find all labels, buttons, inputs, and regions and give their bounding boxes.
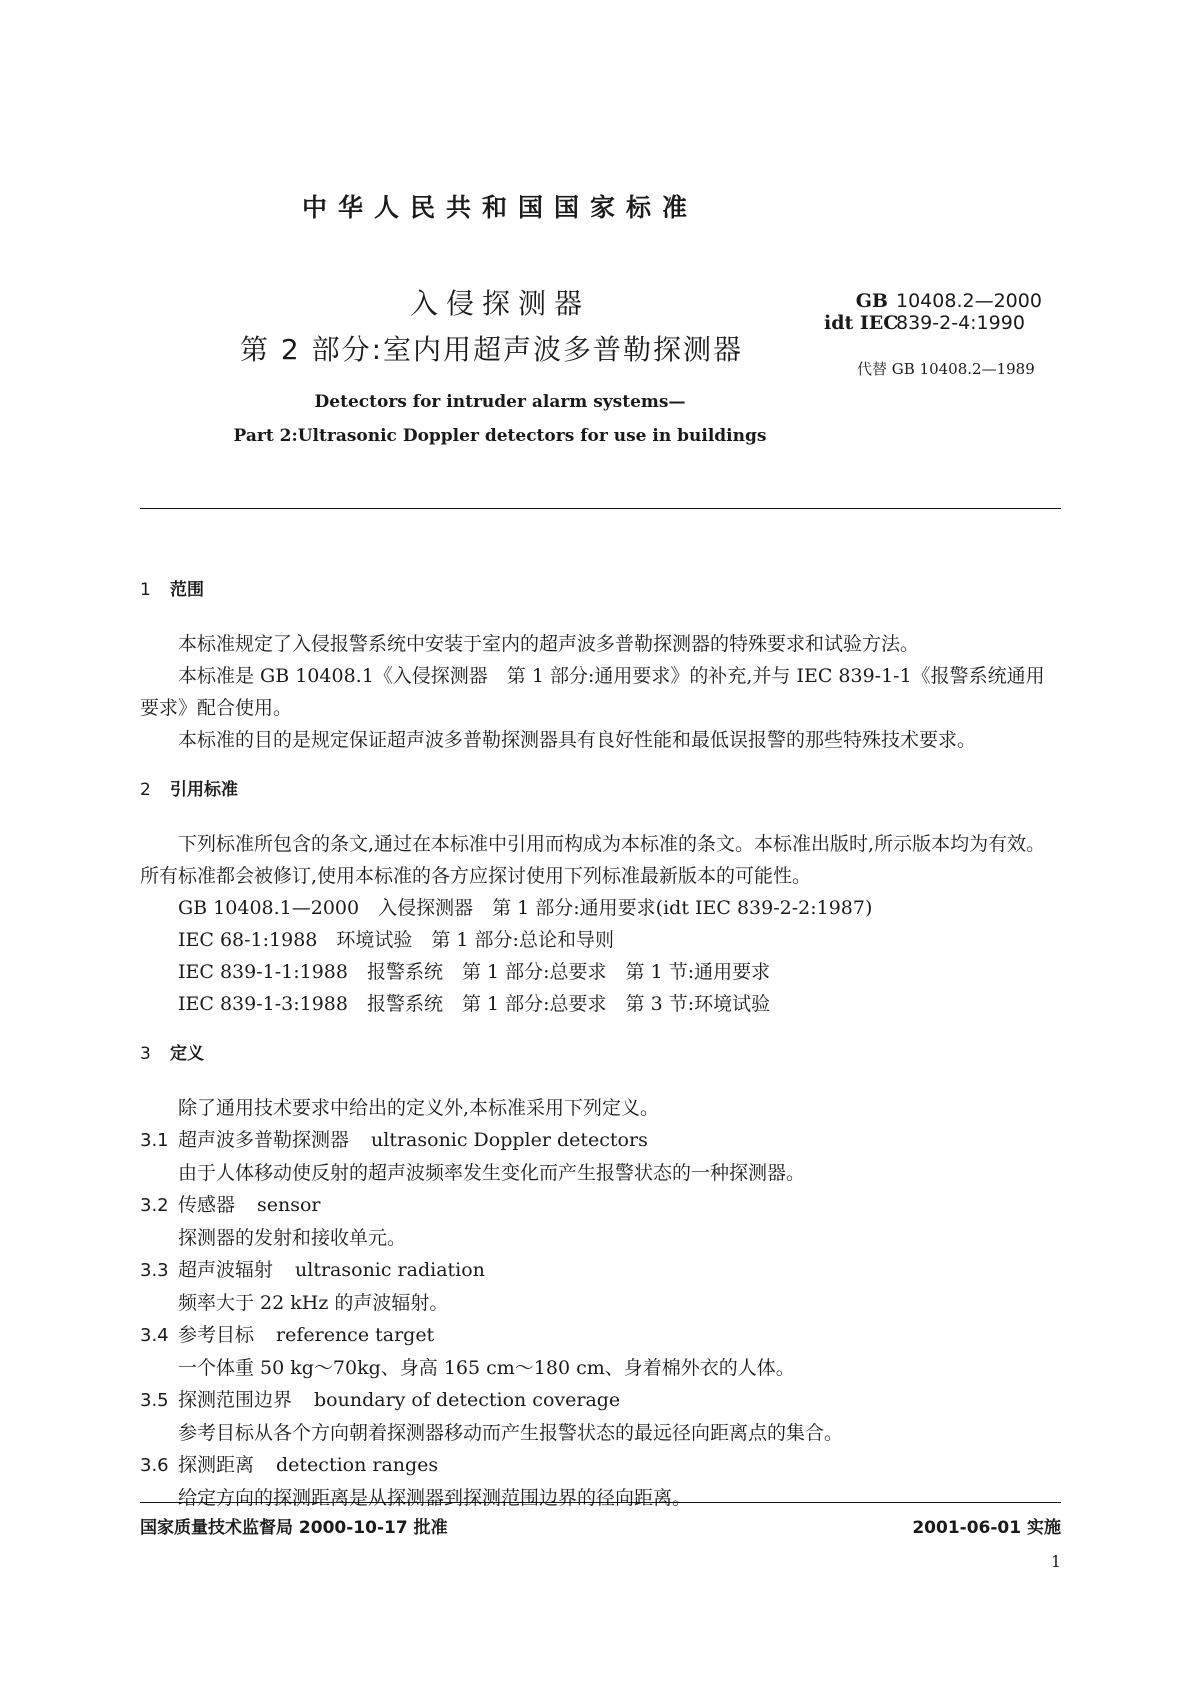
definition-text: 探测器的发射和接收单元。	[178, 1227, 407, 1249]
definition-term: 传感器	[178, 1194, 236, 1216]
definition-term-en: ultrasonic Doppler detectors	[371, 1129, 648, 1151]
reference-item: GB 10408.1—2000 入侵探测器 第 1 部分:通用要求(idt IEC 839-2-2:1987)	[178, 897, 873, 919]
definition-number: 3.5	[140, 1390, 169, 1411]
definition-number: 3.6	[140, 1455, 169, 1476]
paragraph: 除了通用技术要求中给出的定义外,本标准采用下列定义。	[178, 1097, 660, 1119]
footer-divider	[140, 1502, 1061, 1503]
definition-heading	[140, 1319, 1061, 1352]
definition-number: 3.1	[140, 1130, 169, 1151]
definition-term-en: sensor	[257, 1194, 321, 1216]
page-number: 1	[1050, 1552, 1061, 1571]
definition-heading	[140, 1189, 1061, 1222]
paragraph: 下列标准所包含的条文,通过在本标准中引用而构成为本标准的条文。本标准出版时,所示版本均为有效。所有标准都会被修订,使用本标准的各方应探讨使用下列标准最新版本的可能性。	[140, 833, 1046, 887]
section-title: 引用标准	[170, 780, 238, 800]
definition-text: 由于人体移动使反射的超声波频率发生变化而产生报警状态的一种探测器。	[178, 1162, 806, 1184]
title-line-1: 入侵探测器	[410, 287, 591, 320]
approval-note: 国家质量技术监督局 2000-10-17 批准	[140, 1518, 448, 1538]
definition-term: 参考目标	[178, 1324, 255, 1346]
standard-code-block	[824, 290, 1042, 334]
national-standard-heading: 中华人民共和国国家标准	[301, 193, 698, 222]
paragraph: 本标准规定了入侵报警系统中安装于室内的超声波多普勒探测器的特殊要求和试验方法。	[178, 633, 920, 655]
definition-text: 参考目标从各个方向朝着探测器移动而产生报警状态的最远径向距离点的集合。	[178, 1422, 844, 1444]
definition-term-en: detection ranges	[276, 1454, 439, 1476]
definition-term: 超声波多普勒探测器	[178, 1129, 350, 1151]
idt-number: 839-2-4:1990	[896, 312, 1025, 334]
definition-number: 3.2	[140, 1195, 169, 1216]
definition-term-en: ultrasonic radiation	[295, 1259, 485, 1281]
paragraph: 本标准是 GB 10408.1《入侵探测器 第 1 部分:通用要求》的补充,并与 IEC 839-1-1《报警系统通用要求》配合使用。	[140, 665, 1045, 719]
definition-heading	[140, 1254, 1061, 1287]
english-title-line-1: Detectors for intruder alarm systems—	[314, 392, 686, 412]
idt-label: idt IEC	[824, 312, 899, 334]
section-number: 3	[140, 1044, 151, 1064]
reference-item: IEC 839-1-1:1988 报警系统 第 1 部分:总要求 第 1 节:通用要求	[178, 961, 771, 983]
definition-text: 频率大于 22 kHz 的声波辐射。	[178, 1292, 449, 1314]
reference-item: IEC 68-1:1988 环境试验 第 1 部分:总论和导则	[178, 929, 614, 951]
replaces-note: 代替 GB 10408.2—1989	[857, 360, 1035, 378]
definition-heading	[140, 1384, 1061, 1417]
section-title: 定义	[170, 1044, 204, 1064]
section-1-heading	[140, 574, 1061, 606]
section-number: 2	[140, 780, 151, 800]
definition-text: 给定方向的探测距离是从探测器到探测范围边界的径向距离。	[178, 1487, 692, 1509]
paragraph: 本标准的目的是规定保证超声波多普勒探测器具有良好性能和最低误报警的那些特殊技术要求。	[178, 729, 977, 751]
definition-text: 一个体重 50 kg～70kg、身高 165 cm～180 cm、身着棉外衣的人体。	[178, 1357, 795, 1379]
section-title: 范围	[170, 580, 204, 600]
definition-term: 探测距离	[178, 1454, 255, 1476]
section-3-heading	[140, 1038, 1061, 1070]
definition-number: 3.3	[140, 1260, 169, 1281]
reference-item: IEC 839-1-3:1988 报警系统 第 1 部分:总要求 第 3 节:环境试验	[178, 993, 771, 1015]
document-body	[140, 568, 1061, 1514]
definition-term-en: boundary of detection coverage	[314, 1389, 621, 1411]
definition-term: 探测范围边界	[178, 1389, 293, 1411]
effective-date-note: 2001-06-01 实施	[912, 1518, 1061, 1538]
header-divider	[140, 508, 1061, 509]
definition-number: 3.4	[140, 1325, 169, 1346]
english-title-line-2: Part 2:Ultrasonic Doppler detectors for use in buildings	[233, 426, 767, 446]
definition-term-en: reference target	[276, 1324, 435, 1346]
gb-label: GB	[855, 290, 888, 312]
section-2-heading	[140, 774, 1061, 806]
definition-heading	[140, 1449, 1061, 1482]
definition-heading	[140, 1124, 1061, 1157]
definition-term: 超声波辐射	[178, 1259, 274, 1281]
section-number: 1	[140, 580, 151, 600]
title-line-2: 第 2 部分:室内用超声波多普勒探测器	[240, 333, 744, 366]
gb-number: 10408.2—2000	[896, 290, 1042, 312]
